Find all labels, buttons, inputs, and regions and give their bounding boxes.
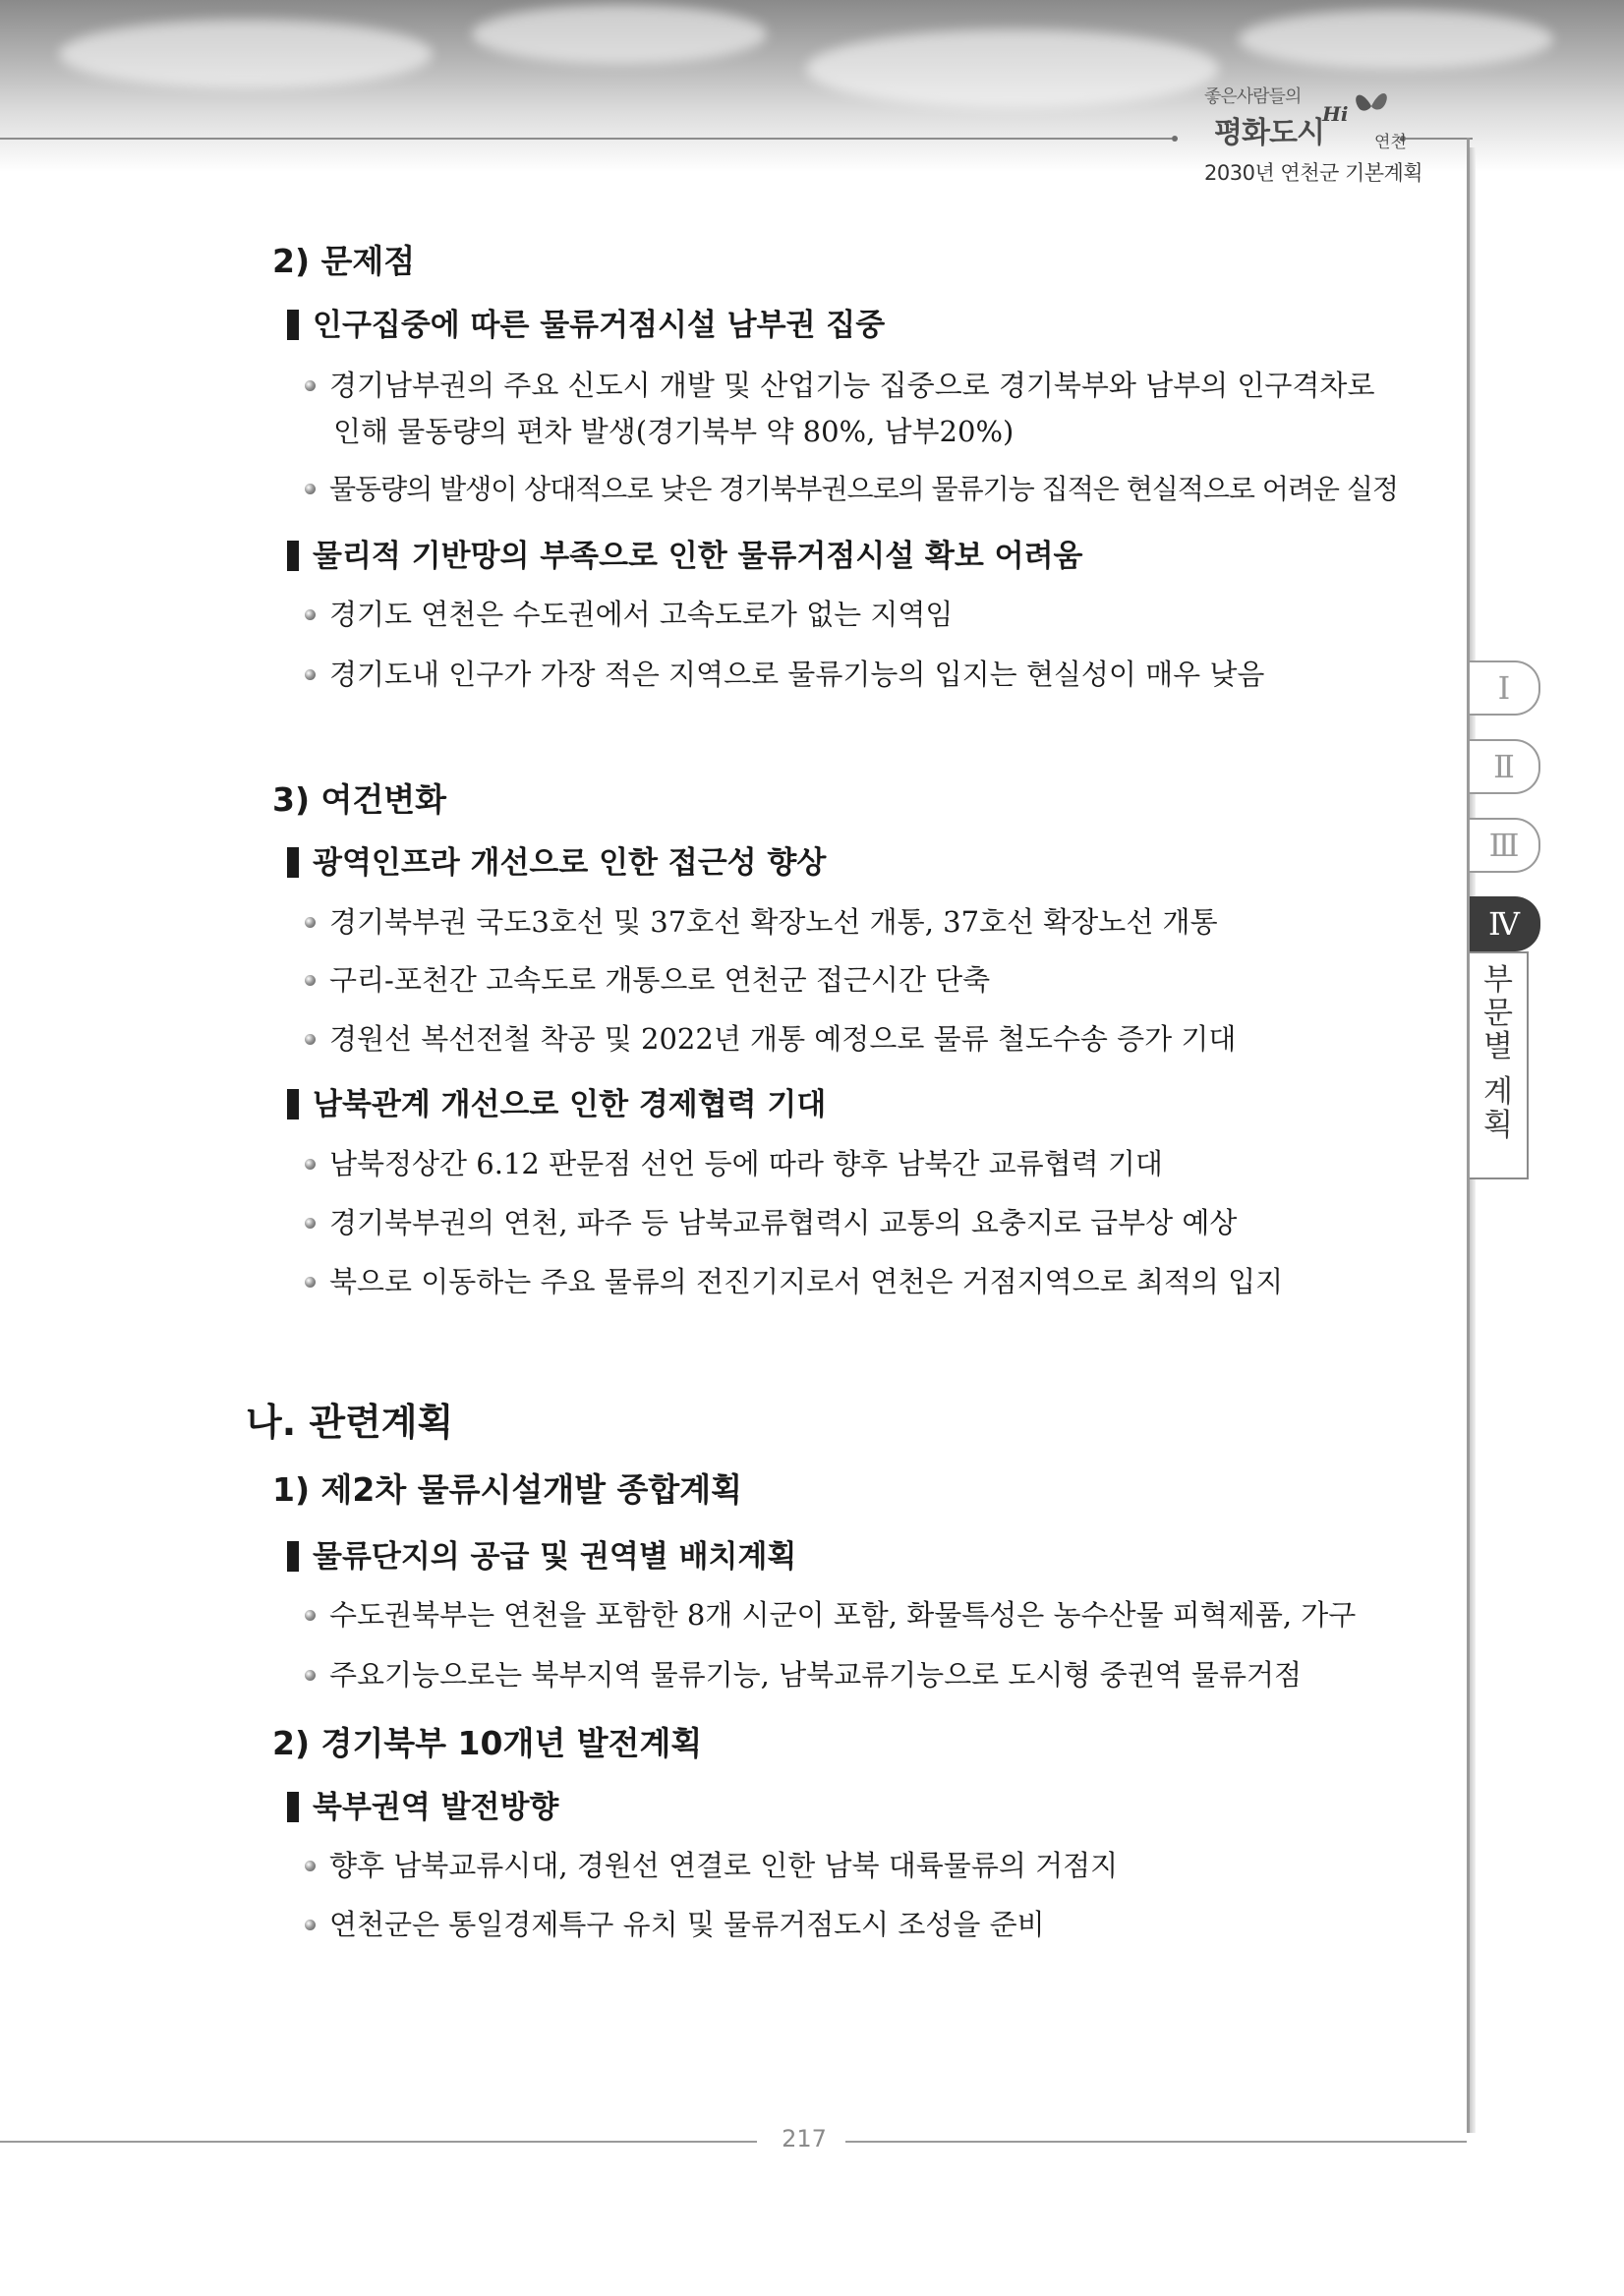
city-logo	[1194, 79, 1421, 152]
header-rule	[0, 138, 1172, 140]
chapter-tab-2[interactable]: Ⅱ	[1470, 739, 1540, 794]
block-marker	[287, 847, 299, 878]
chapter-tab-1[interactable]: Ⅰ	[1470, 660, 1540, 716]
chapter-tab-4[interactable]: Ⅳ	[1470, 896, 1540, 951]
section-label-char: 문	[1483, 996, 1513, 1031]
bullet-item: 연천군은 통일경제특구 유치 및 물류거점도시 조성을 준비	[305, 1903, 1045, 1943]
butterfly-icon	[1352, 86, 1391, 120]
block-marker	[287, 1089, 299, 1119]
bullet-item: 북으로 이동하는 주요 물류의 전진기지로서 연천은 거점지역으로 최적의 입지	[305, 1260, 1283, 1300]
chapter-tab-3[interactable]: Ⅲ	[1470, 818, 1540, 873]
bullet-icon	[305, 1920, 316, 1930]
block-marker	[287, 1541, 299, 1572]
bullet-item: 향후 남북교류시대, 경원선 연결로 인한 남북 대륙물류의 거점지	[305, 1844, 1118, 1884]
bullet-icon	[305, 1218, 316, 1229]
bullet-icon	[305, 380, 316, 391]
section-heading: 2) 문제점	[272, 242, 416, 280]
bullet-item: 주요기능으로는 북부지역 물류기능, 남북교류기능으로 도시형 중권역 물류거점	[305, 1653, 1302, 1693]
section-heading: 2) 경기북부 10개년 발전계획	[272, 1724, 703, 1762]
bullet-item: 경기북부권의 연천, 파주 등 남북교류협력시 교통의 요충지로 급부상 예상	[305, 1201, 1237, 1241]
bullet-continuation: 인해 물동량의 편차 발생(경기북부 약 80%, 남부20%)	[333, 415, 1015, 448]
section-label-char: 획	[1483, 1108, 1513, 1143]
section-heading: 3) 여건변화	[272, 780, 447, 819]
block-marker	[287, 541, 299, 571]
bullet-icon	[305, 1034, 316, 1045]
bullet-icon	[305, 975, 316, 986]
section-label-char: 계	[1483, 1074, 1513, 1110]
footer-rule-left	[0, 2141, 757, 2143]
section-label-char: 부	[1483, 962, 1513, 998]
logo-tagline: 좋은사람들의	[1204, 86, 1302, 107]
bullet-icon	[305, 609, 316, 620]
bullet-icon	[305, 484, 316, 494]
footer-rule-right	[845, 2141, 1467, 2143]
bullet-item: 남북정상간 6.12 판문점 선언 등에 따라 향후 남북간 교류협력 기대	[305, 1142, 1163, 1182]
block-heading: 인구집중에 따른 물류거점시설 남부권 집중	[287, 300, 885, 344]
bullet-icon	[305, 1159, 316, 1170]
logo-yeoncheon: 연천	[1374, 133, 1407, 152]
block-heading: 광역인프라 개선으로 인한 접근성 향상	[287, 837, 826, 882]
bullet-item: 경기도 연천은 수도권에서 고속도로가 없는 지역임	[305, 593, 953, 633]
block-marker	[287, 310, 299, 340]
bullet-item: 경기남부권의 주요 신도시 개발 및 산업기능 집중으로 경기북부와 남부의 인구격차로	[305, 364, 1374, 404]
block-heading: 남북관계 개선으로 인한 경제협력 기대	[287, 1079, 826, 1123]
document-subtitle: 2030년 연천군 기본계획	[1204, 161, 1423, 185]
bullet-item: 물동량의 발생이 상대적으로 낮은 경기북부권으로의 물류기능 집적은 현실적으로 어려운 실정	[305, 468, 1398, 507]
bullet-item: 경기북부권 국도3호선 및 37호선 확장노선 개통, 37호선 확장노선 개통	[305, 900, 1218, 941]
block-heading: 물류단지의 공급 및 권역별 배치계획	[287, 1531, 796, 1576]
bullet-item: 경기도내 인구가 가장 적은 지역으로 물류기능의 입지는 현실성이 매우 낮음	[305, 653, 1264, 693]
logo-city: 평화도시	[1214, 116, 1324, 150]
bullet-icon	[305, 1277, 316, 1288]
header-rule-dot	[1172, 136, 1178, 142]
chapter-heading: 나. 관련계획	[246, 1401, 454, 1444]
bullet-icon	[305, 1610, 316, 1621]
bullet-item: 경원선 복선전철 착공 및 2022년 개통 예정으로 물류 철도수송 증가 기대	[305, 1017, 1236, 1058]
bullet-item: 수도권북부는 연천을 포함한 8개 시군이 포함, 화물특성은 농수산물 피혁제품, 가구	[305, 1593, 1356, 1634]
block-marker	[287, 1792, 299, 1822]
logo-hi: Hi	[1322, 102, 1349, 126]
section-side-label	[1470, 951, 1529, 1179]
bullet-icon	[305, 669, 316, 680]
block-heading: 북부권역 발전방향	[287, 1782, 558, 1826]
bullet-item: 구리-포천간 고속도로 개통으로 연천군 접근시간 단축	[305, 958, 990, 999]
block-heading: 물리적 기반망의 부족으로 인한 물류거점시설 확보 어려움	[287, 531, 1082, 575]
section-label-char: 별	[1483, 1029, 1513, 1064]
page-number: 217	[782, 2125, 827, 2152]
bullet-icon	[305, 1861, 316, 1871]
section-heading: 1) 제2차 물류시설개발 종합계획	[272, 1470, 743, 1509]
bullet-icon	[305, 917, 316, 928]
bullet-icon	[305, 1670, 316, 1681]
